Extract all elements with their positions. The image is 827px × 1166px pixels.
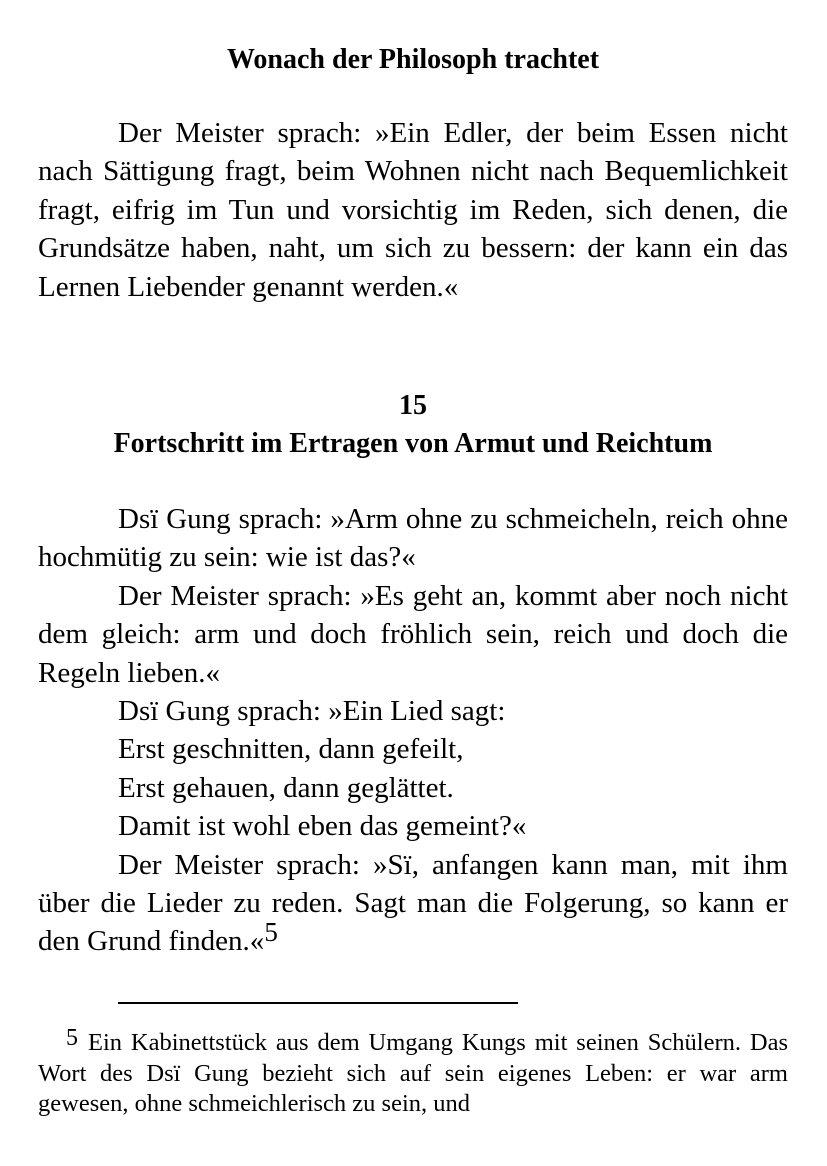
dialogue-paragraph <box>38 846 788 961</box>
footnote <box>38 1025 788 1120</box>
verse-line: Erst gehauen, dann geglättet. <box>118 771 454 804</box>
dialogue-paragraph: Der Meister sprach: »Es geht an, kommt aber noch nicht dem gleich: arm und doch fröhlich sein, reich und doch die Regeln lieben.« <box>38 579 788 689</box>
dialogue-text: Der Meister sprach: »Sï, anfangen kann man, mit ihm über die Lieder zu reden. Sagt man die Folgerung, so kann er den Grund finden.« <box>38 848 788 958</box>
paragraph: Der Meister sprach: »Ein Edler, der beim Essen nicht nach Sättigung fragt, beim Wohnen nicht nach Bequemlichkeit fragt, eifrig im Tun und vorsichtig im Reden, sich denen, die Grundsätze haben, naht, um sich zu bessern: der kann ein das Lernen Liebender genannt werden.« <box>38 117 788 303</box>
dialogue-paragraph: Dsï Gung sprach: »Ein Lied sagt: <box>118 695 506 728</box>
verse-line: Damit ist wohl eben das gemeint?« <box>118 810 527 843</box>
section-heading: Wonach der Philosoph trachtet <box>226 44 600 75</box>
first-text-block <box>38 114 788 306</box>
chapter-title: Fortschritt im Ertragen von Armut und Reichtum <box>113 428 713 459</box>
footnote-text: Ein Kabinettstück aus dem Umgang Kungs mit seinen Schülern. Das Wort des Dsï Gung bezieht sich auf sein eigenes Leben: er war arm gewesen, ohne schmeichlerisch zu sein, und <box>38 1029 788 1117</box>
footnote-divider <box>118 1002 518 1004</box>
footnote-reference[interactable]: 5 <box>264 917 278 948</box>
verse-line: Erst geschnitten, dann gefeilt, <box>118 733 464 766</box>
dialogue-block <box>38 500 788 961</box>
dialogue-paragraph: Dsï Gung sprach: »Arm ohne zu schmeicheln, reich ohne hochmütig zu sein: wie ist das?« <box>38 503 788 574</box>
footnote-number: 5 <box>66 1025 78 1051</box>
chapter-number: 15 <box>399 390 427 421</box>
